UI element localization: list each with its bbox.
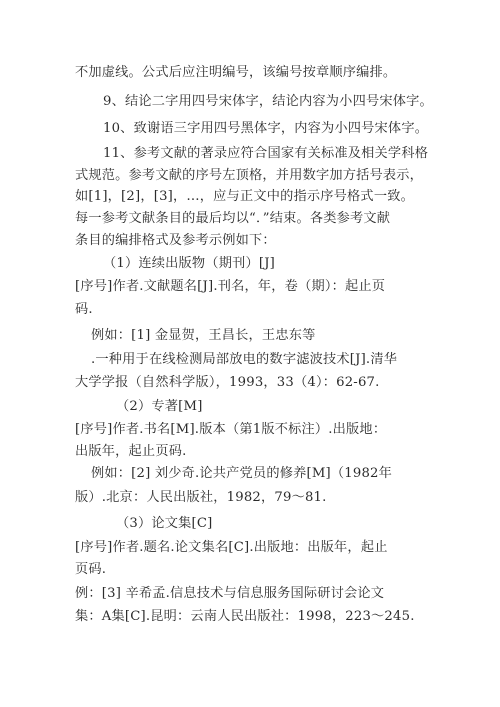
body-text-line: [序号]作者.文献题名[J].刊名，年，卷（期）：起止页 (75, 279, 386, 294)
example-line: .一种用于在线检测局部放电的数字滤波技术[J].清华 (91, 352, 398, 367)
example-line: 版）.北京：人民出版社，1982，79～81. (75, 490, 327, 505)
body-text-line: 出版年，起止页码. (75, 444, 187, 459)
body-text-line: 10、致谢语三字用四号黑体字，内容为小四号宋体字。 (103, 121, 429, 136)
section-heading: （3）论文集[C] (116, 516, 213, 531)
body-text-line: [序号]作者.书名[M].版本（第1版不标注）.出版地： (75, 422, 387, 437)
example-line: 集：A集[C].昆明：云南人民出版社：1998，223～245. (75, 609, 415, 624)
body-text-line: 不加虚线。公式后应注明编号，该编号按章顺序编排。 (75, 65, 397, 80)
example-line: 例如：[1] 金显贺，王昌长，王忠东等 (91, 328, 316, 343)
body-text-line: 9、结论二字用四号宋体字，结论内容为小四号宋体字。 (103, 94, 433, 109)
body-text-line: 每一参考文献条目的最后均以“．”结束。各类参考文献 (75, 211, 391, 226)
body-text-line: 11、参考文献的著录应符合国家有关标准及相关学科格 (103, 146, 429, 161)
body-text-line: 条目的编排格式及参考示例如下： (75, 233, 276, 248)
example-line: 例如：[2] 刘少奇.论共产党员的修养[M]（1982年 (91, 466, 393, 481)
body-text-line: 码. (75, 302, 93, 317)
body-text-line: [序号]作者.题名.论文集名[C].出版地：出版年，起止 (75, 540, 388, 555)
body-text-line: 页码. (75, 562, 107, 577)
section-heading: （2）专著[M] (116, 399, 203, 414)
body-text-line: 如[1]，[2]，[3]，…，应与正文中的指示序号格式一致。 (75, 189, 414, 204)
example-line: 例：[3] 辛希孟.信息技术与信息服务国际研讨会论文 (75, 586, 385, 601)
body-text-line: 式规范。参考文献的序号左顶格，并用数字加方括号表示， (75, 168, 424, 183)
section-heading: （1）连续出版物（期刊）[J] (103, 256, 276, 271)
example-line: 大学学报（自然科学版），1993，33（4）：62-67. (75, 375, 380, 390)
